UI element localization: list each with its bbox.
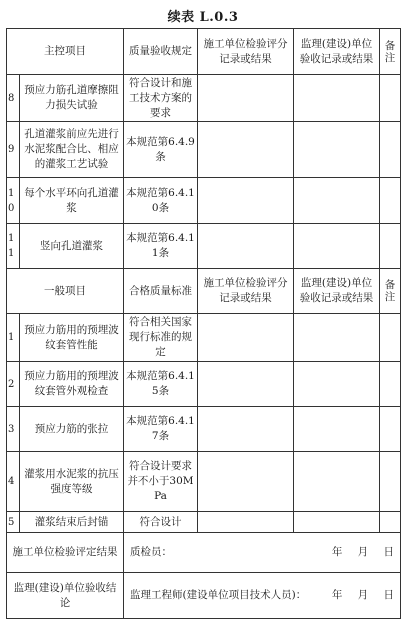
row-number: 2 [7,362,20,407]
remark-cell[interactable] [380,512,401,533]
row-item: 灌浆结束后封锚 [20,512,124,533]
row-number: 3 [7,407,20,452]
remark-cell[interactable] [380,224,401,269]
construction-cell[interactable] [198,407,294,452]
supervision-conclusion-field[interactable] [124,573,401,619]
row-number: 9 [7,122,20,178]
row-item: 灌浆用水泥浆的抗压强度等级 [20,452,124,512]
general-supervision-header: 监理(建设)单位验收记录或结果 [294,269,380,314]
row-standard: 本规范第6.4.11条 [124,224,198,269]
row-item: 预应力筋的张拉 [20,407,124,452]
row-number: 5 [7,512,20,533]
row-standard: 本规范第6.4.10条 [124,178,198,224]
table-row [7,512,401,533]
main-std-header: 质量验收规定 [124,29,198,75]
supervision-conclusion-row [7,573,401,619]
month-label: 月 [357,589,369,601]
table-row [7,75,401,122]
main-construction-header: 施工单位检验评分记录或结果 [198,29,294,75]
supervision-cell[interactable] [294,224,380,269]
row-number: 1 [7,314,20,362]
general-construction-header: 施工单位检验评分记录或结果 [198,269,294,314]
row-standard: 本规范第6.4.15条 [124,362,198,407]
remark-cell[interactable] [380,452,401,512]
supervision-cell[interactable] [294,452,380,512]
construction-cell[interactable] [198,314,294,362]
table-row [7,224,401,269]
general-remark-header: 备注 [380,269,401,314]
supervision-cell[interactable] [294,407,380,452]
row-standard: 本规范第6.4.9条 [124,122,198,178]
general-std-header: 合格质量标准 [124,269,198,314]
row-standard: 符合相关国家现行标准的规定 [124,314,198,362]
row-number: 4 [7,452,20,512]
supervision-cell[interactable] [294,122,380,178]
row-item: 每个水平环向孔道灌浆 [20,178,124,224]
table-row [7,452,401,512]
table-row [7,178,401,224]
engineer-label: 监理工程师(建设单位项目技术人员)： [130,589,307,601]
construction-cell[interactable] [198,75,294,122]
construction-cell[interactable] [198,178,294,224]
inspector-label: 质检员： [130,546,172,558]
main-remark-header: 备注 [380,29,401,75]
table-row [7,314,401,362]
row-item: 预应力筋用的预埋波纹套管外观检查 [20,362,124,407]
row-number: 8 [7,75,20,122]
date-group [320,545,394,560]
remark-cell[interactable] [380,314,401,362]
supervision-cell[interactable] [294,512,380,533]
construction-cell[interactable] [198,512,294,533]
year-label: 年 [331,546,343,558]
day-label: 日 [383,589,394,601]
year-label: 年 [331,589,343,601]
row-number: 10 [7,178,20,224]
remark-cell[interactable] [380,362,401,407]
general-header-row [7,269,401,314]
supervision-cell[interactable] [294,75,380,122]
table-row [7,122,401,178]
main-header-row [7,29,401,75]
remark-cell[interactable] [380,75,401,122]
supervision-cell[interactable] [294,362,380,407]
general-items-header: 一般项目 [7,269,124,314]
quality-acceptance-table [6,28,401,619]
construction-result-field[interactable] [124,533,401,573]
construction-cell[interactable] [198,452,294,512]
remark-cell[interactable] [380,122,401,178]
remark-cell[interactable] [380,178,401,224]
row-item: 预应力筋孔道摩擦阻力损失试验 [20,75,124,122]
supervision-cell[interactable] [294,178,380,224]
main-items-header: 主控项目 [7,29,124,75]
construction-cell[interactable] [198,362,294,407]
table-row [7,362,401,407]
construction-result-row [7,533,401,573]
row-item: 预应力筋用的预埋波纹套管性能 [20,314,124,362]
table-title: 续表 L.0.3 [167,10,239,25]
construction-cell[interactable] [198,224,294,269]
date-group [320,588,394,603]
construction-cell[interactable] [198,122,294,178]
row-number: 11 [7,224,20,269]
construction-result-label: 施工单位检验评定结果 [7,533,124,573]
supervision-cell[interactable] [294,314,380,362]
remark-cell[interactable] [380,407,401,452]
main-supervision-header: 监理(建设)单位验收记录或结果 [294,29,380,75]
row-item: 竖向孔道灌浆 [20,224,124,269]
supervision-conclusion-label: 监理(建设)单位验收结论 [7,573,124,619]
table-row [7,407,401,452]
month-label: 月 [357,546,369,558]
row-standard: 符合设计 [124,512,198,533]
day-label: 日 [383,546,394,558]
row-standard: 符合设计和施工技术方案的要求 [124,75,198,122]
row-standard: 符合设计要求并不小于30MPa [124,452,198,512]
row-item: 孔道灌浆前应先进行水泥浆配合比、相应的灌浆工艺试验 [20,122,124,178]
row-standard: 本规范第6.4.17条 [124,407,198,452]
